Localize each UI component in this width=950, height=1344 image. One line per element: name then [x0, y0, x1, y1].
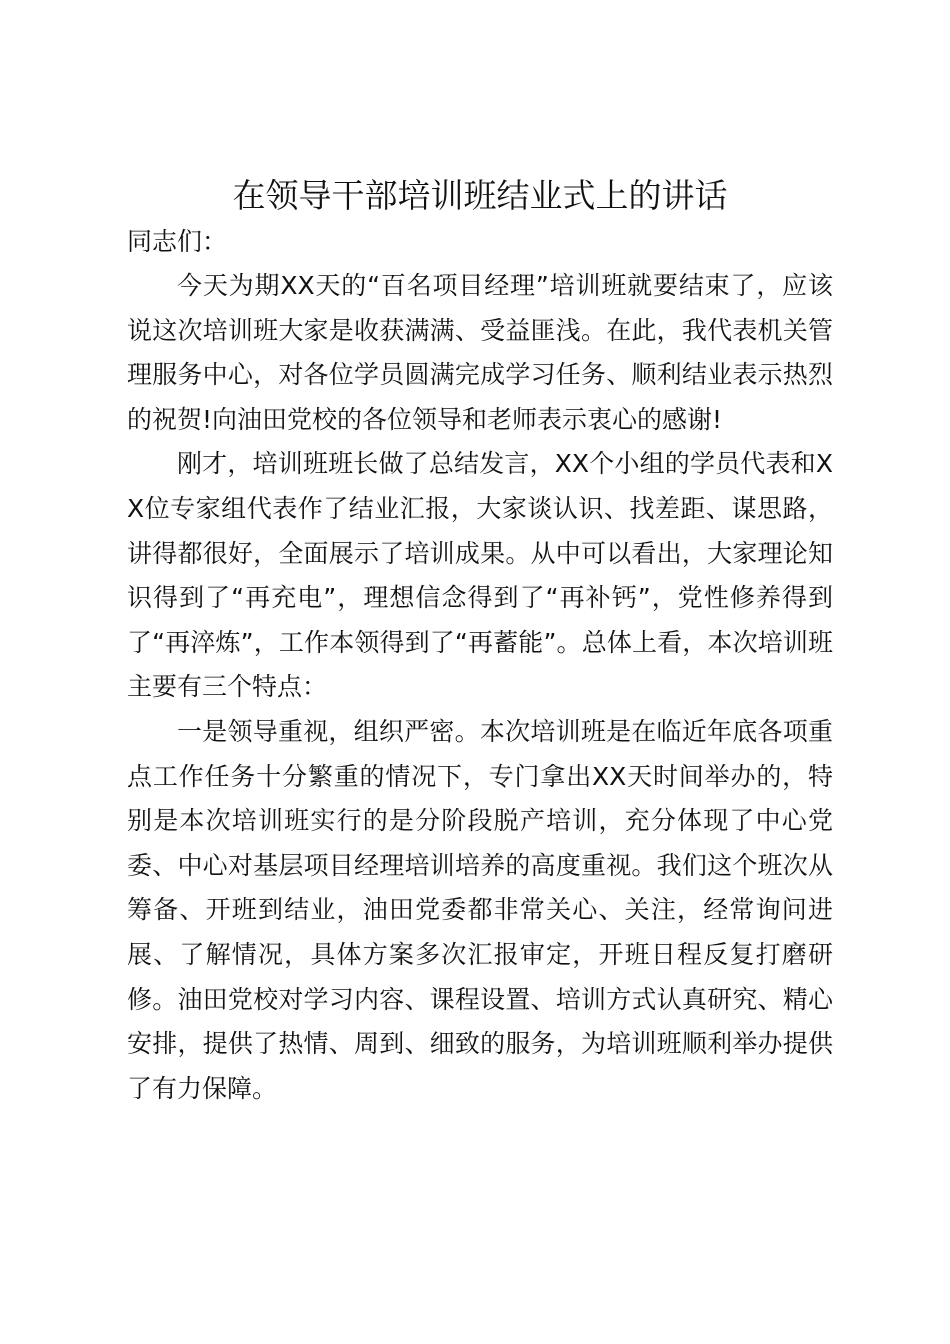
paragraph-1: 今天为期XX天的“百名项目经理”培训班就要结束了，应该说这次培训班大家是收获满满、受益匪浅。在此，我代表机关管理服务中心，对各位学员圆满完成学习任务、顺利结业表示热烈的祝贺!向油田党校的各位领导和老师表示衷心的感谢! [127, 271, 833, 434]
salutation: 同志们： [127, 227, 228, 256]
document-body [127, 172, 833, 1111]
document-title: 在领导干部培训班结业式上的讲话 [232, 176, 728, 215]
paragraph-3: 一是领导重视，组织严密。本次培训班是在临近年底各项重点工作任务十分繁重的情况下，专门拿出XX天时间举办的，特别是本次培训班实行的是分阶段脱产培训，充分体现了中心党委、中心对基层项目经理培训培养的高度重视。我们这个班次从筹备、开班到结业，油田党委都非常关心、关注，经常询问进展、了解情况，具体方案多次汇报审定，开班日程反复打磨研修。油田党校对学习内容、课程设置、培训方式认真研究、精心安排，提供了热情、周到、细致的服务，为培训班顺利举办提供了有力保障。 [127, 716, 833, 1103]
paragraph-2: 刚才，培训班班长做了总结发言，XX个小组的学员代表和XX位专家组代表作了结业汇报，大家谈认识、找差距、谋思路，讲得都很好，全面展示了培训成果。从中可以看出，大家理论知识得到了“再充电”，理想信念得到了“再补钙”，党性修养得到了“再淬炼”，工作本领得到了“再蓄能”。总体上看，本次培训班主要有三个特点： [127, 449, 833, 702]
